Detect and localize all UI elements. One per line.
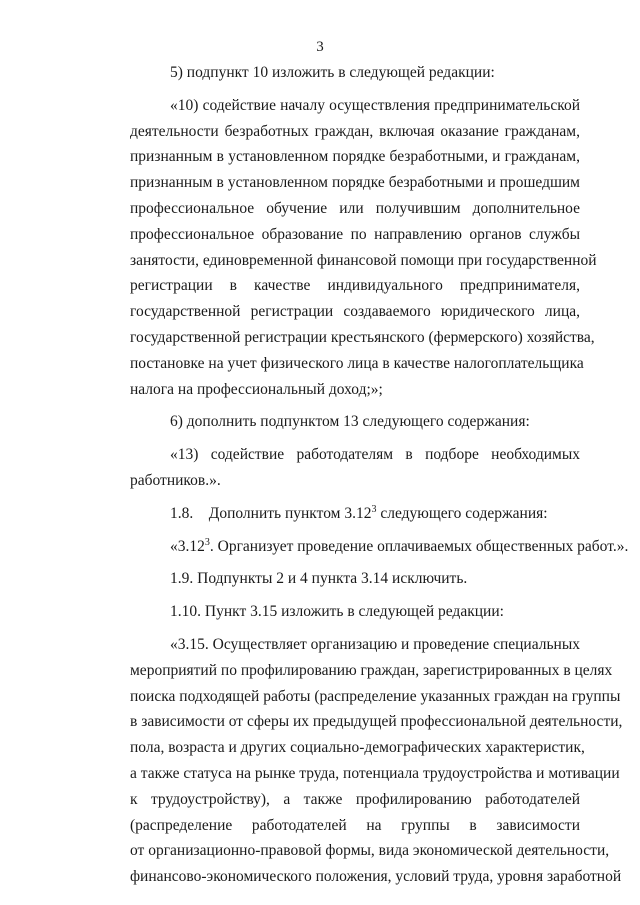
text-line: работников.». bbox=[130, 471, 221, 489]
text-line: мероприятий по профилированию граждан, зарегистрированных в целях bbox=[130, 661, 613, 679]
paragraph-3-15 bbox=[90, 632, 623, 890]
text-line: 5) подпункт 10 изложить в следующей редакции: bbox=[170, 64, 495, 81]
text-line: 1.10. Пункт 3.15 изложить в следующей редакции: bbox=[170, 603, 504, 621]
text-line: «10) содействие началу осуществления предпринимательской bbox=[170, 96, 580, 114]
text-line: к трудоустройству), а также профилированию работодателей bbox=[130, 790, 580, 808]
text-line: а также статуса на рынке труда, потенциала трудоустройства и мотивации bbox=[130, 764, 620, 782]
page-number: 3 bbox=[316, 39, 324, 55]
paragraph-item-5 bbox=[90, 60, 580, 86]
paragraph-1-9 bbox=[90, 566, 580, 592]
superscript: 3 bbox=[204, 536, 210, 548]
text-line: финансово-экономического положения, условий труда, уровня заработной bbox=[130, 868, 622, 886]
paragraph-1-10 bbox=[90, 599, 580, 625]
text-line: постановке на учет физического лица в качестве налогоплательщика bbox=[130, 354, 584, 372]
text-line: 1.9. Подпункты 2 и 4 пункта 3.14 исключить. bbox=[170, 570, 468, 588]
text-line: налога на профессиональный доход;»; bbox=[130, 380, 383, 398]
paragraph-item-6 bbox=[90, 409, 580, 435]
text-line: профессиональное образование по направлению органов службы bbox=[130, 225, 580, 243]
text-line: «3.15. Осуществляет организацию и проведение специальных bbox=[170, 635, 580, 653]
paragraph-1-8 bbox=[90, 501, 580, 527]
text-line: государственной регистрации крестьянского (фермерского) хозяйства, bbox=[130, 328, 595, 346]
document-body bbox=[90, 60, 629, 890]
text-line: в зависимости от сферы их предыдущей профессиональной деятельности, bbox=[130, 713, 623, 731]
text-line: занятости, единовременной финансовой помощи при государственной bbox=[130, 251, 597, 269]
paragraph-subitem-13 bbox=[90, 442, 580, 494]
paragraph-3-12-3 bbox=[90, 534, 629, 560]
text-line bbox=[90, 501, 580, 527]
text-line: регистрации в качестве индивидуального предпринимателя, bbox=[130, 277, 580, 295]
text-line: от организационно-правовой формы, вида экономической деятельности, bbox=[130, 842, 610, 860]
paragraph-subitem-10 bbox=[90, 93, 597, 403]
text-line: 6) дополнить подпунктом 13 следующего содержания: bbox=[170, 413, 530, 431]
text-line: профессиональное обучение или получившим дополнительное bbox=[130, 199, 580, 217]
text-line: деятельности безработных граждан, включая оказание гражданам, bbox=[130, 122, 580, 140]
superscript: 3 bbox=[371, 503, 377, 515]
text-line: признанным в установленном порядке безработными, и гражданам, bbox=[130, 148, 580, 166]
text-line: пола, возраста и других социально-демографических характеристик, bbox=[130, 739, 585, 757]
text-line: государственной регистрации создаваемого юридического лица, bbox=[130, 303, 580, 321]
text-line: признанным в установленном порядке безработными и прошедшим bbox=[130, 174, 580, 192]
text-segment: 1.8. Дополнить пунктом 3.12 bbox=[170, 504, 372, 522]
text-segment: следующего содержания: bbox=[376, 504, 548, 522]
text-line: поиска подходящей работы (распределение указанных граждан на группы bbox=[130, 687, 621, 705]
text-line: (распределение работодателей на группы в зависимости bbox=[130, 816, 580, 834]
text-line bbox=[90, 534, 629, 560]
text-segment: . Организует проведение оплачиваемых общественных работ.». bbox=[209, 537, 629, 555]
text-line: «13) содействие работодателям в подборе необходимых bbox=[170, 446, 580, 464]
text-segment: «3.12 bbox=[170, 537, 205, 555]
